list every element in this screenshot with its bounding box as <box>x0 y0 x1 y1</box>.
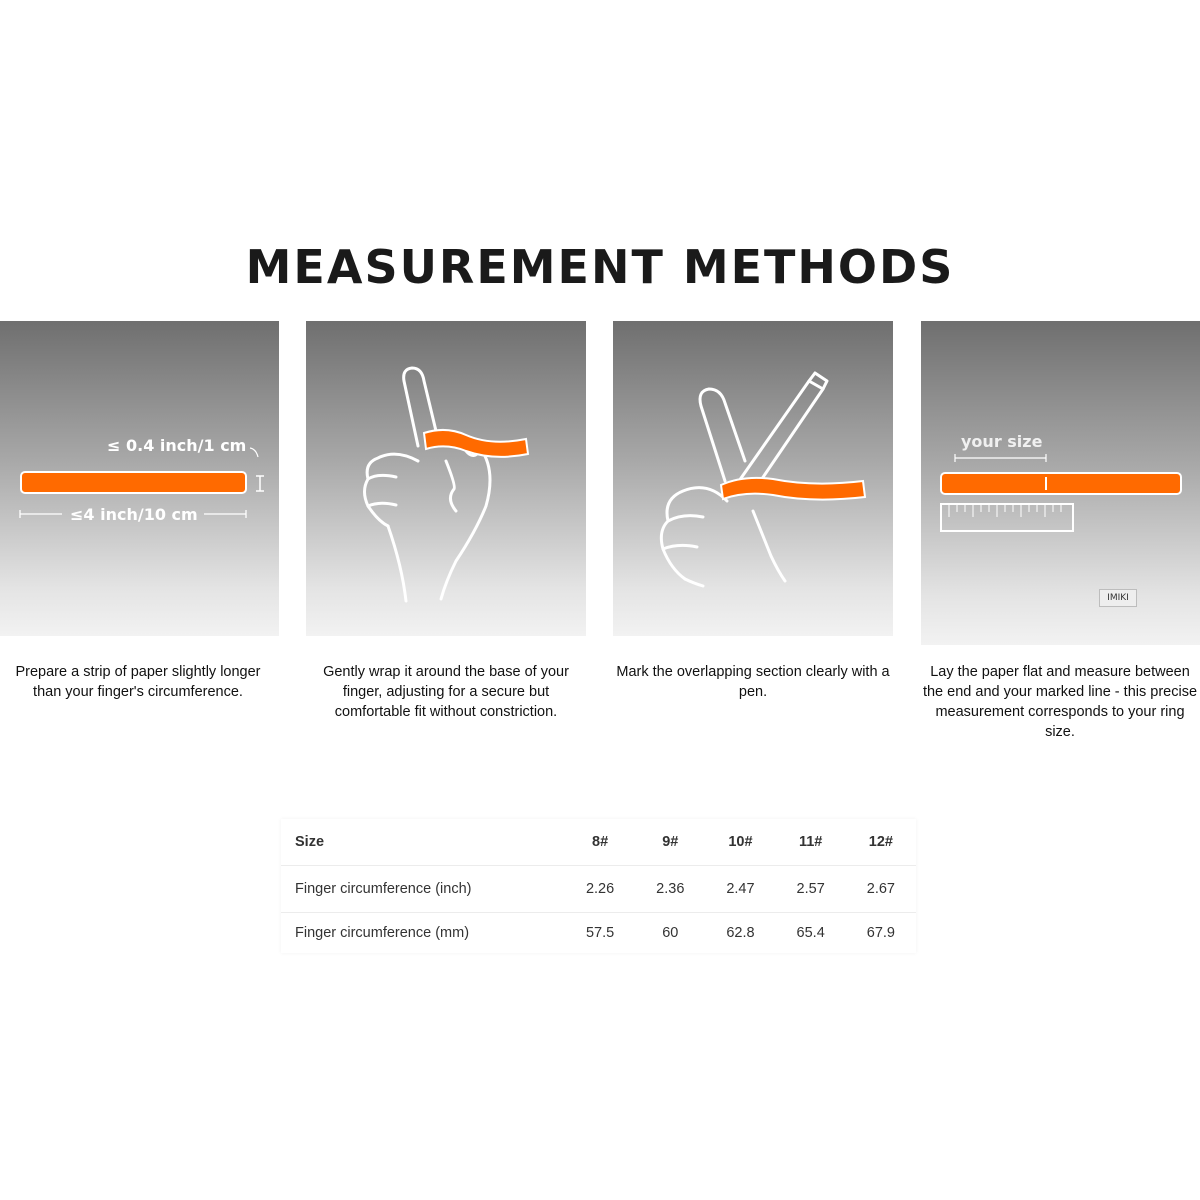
table-header: 8# <box>565 819 635 866</box>
step-4-caption: Lay the paper flat and measure between the end and your marked line - this precise measurement corresponds to your ring size. <box>922 664 1198 740</box>
table-row <box>281 866 916 913</box>
page-title: MEASUREMENT METHODS <box>245 240 955 294</box>
step-1-caption: Prepare a strip of paper slightly longer than your finger's circumference. <box>15 664 261 700</box>
table-cell: 2.47 <box>705 866 775 913</box>
step-3-caption: Mark the overlapping section clearly with a pen. <box>616 664 890 700</box>
table-cell: 2.57 <box>776 866 846 913</box>
table-cell: 60 <box>662 925 679 941</box>
table-row <box>281 913 916 954</box>
table-cell: 2.36 <box>635 866 705 913</box>
size-table <box>281 819 916 953</box>
table-cell: Finger circumference (mm) <box>295 925 470 941</box>
table-header: 9# <box>635 819 705 866</box>
pen-mark-drawing <box>613 321 893 636</box>
step-2-caption: Gently wrap it around the base of your finger, adjusting for a secure but comfortable fit without constriction. <box>323 664 569 720</box>
table-cell: 57.5 <box>585 925 615 941</box>
strip-width-label: ≤ 0.4 inch/1 cm <box>107 436 247 455</box>
your-size-label: your size <box>961 432 1043 451</box>
table-cell: 2.67 <box>846 866 916 913</box>
step-2-illustration <box>306 321 586 636</box>
brand-tag: IMIKI <box>1099 589 1137 607</box>
paper-strip-drawing <box>0 321 279 636</box>
table-cell: 65.4 <box>796 925 825 941</box>
hand-wrap-drawing <box>306 321 586 636</box>
table-header: 10# <box>705 819 775 866</box>
table-cell: 62.8 <box>726 925 755 941</box>
strip-length-label: ≤4 inch/10 cm <box>70 505 198 524</box>
table-cell: 2.26 <box>565 866 635 913</box>
step-1-illustration <box>0 321 279 636</box>
table-header: Size <box>281 819 565 866</box>
table-cell: Finger circumference (inch) <box>281 866 565 913</box>
step-3-illustration <box>613 321 893 636</box>
table-header: 12# <box>846 819 916 866</box>
table-header: 11# <box>776 819 846 866</box>
table-cell: 67.9 <box>866 925 895 941</box>
table-header-row <box>281 819 916 866</box>
ruler-measure-drawing <box>921 321 1200 645</box>
step-4-illustration <box>921 321 1200 645</box>
